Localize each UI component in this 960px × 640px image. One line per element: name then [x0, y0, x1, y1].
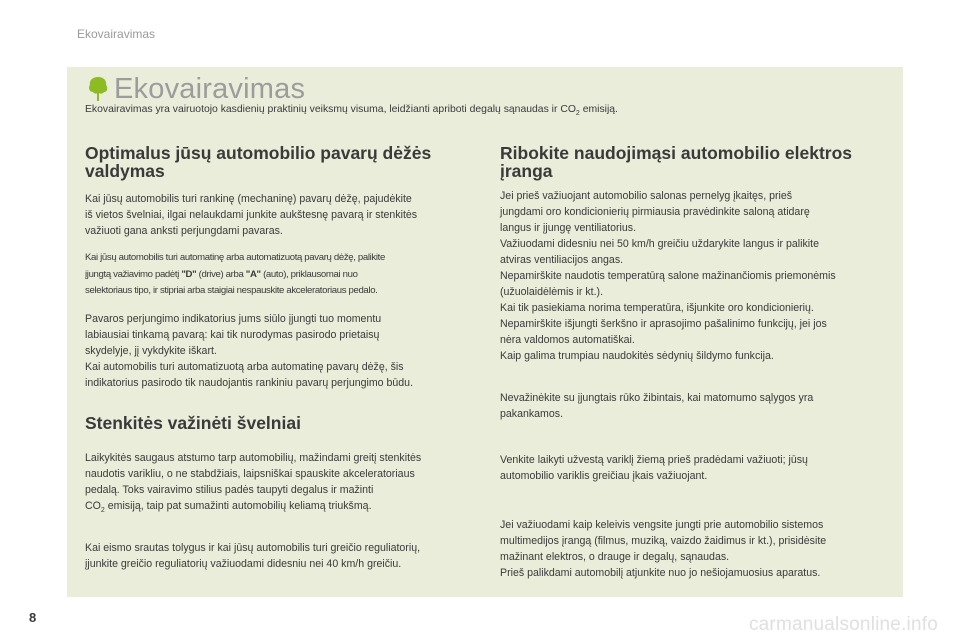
running-head: Ekovairavimas — [77, 27, 156, 41]
paragraph-cruise-control: Kai eismo srautas tolygus ir kai jūsų automobilis turi greičio reguliatorių, įjunkite greičio reguliatorių važiuodami didesniu nei 40 km/h greičiu. — [85, 542, 421, 570]
paragraph-multimedia: Jei važiuodami kaip keleivis vengsite jungti prie automobilio sistemos multimedijos įrangą (filmus, muziką, vaizdo žaidimus ir kt.), prisidėsite mažinant elektros, o drauge ir degalų, sąnaudas. Prieš palikdami automobilį atjunkite nuo jo nešiojamuosius aparatus. — [500, 519, 827, 579]
paragraph-fog-lamps: Nevažinėkite su įjungtais rūko žibintais, kai matomumo sąlygos yra pakankamos. — [500, 392, 814, 420]
paragraph-gear-indicator: Pavaros perjungimo indikatorius jums siūlo įjungti tuo momentu labiausiai tinkamą pavarą: kai tik nurodymas pasirodo prietaisų skydelyje, jį vykdykite iškart. Kai automobilis turi automatizuotą arba automatinę pavarų dėžę, šis indikatorius pasirodo tik naudojantis rankiniu pavarų perjungimo būdu. — [85, 313, 414, 389]
page-title: Ekovairavimas — [114, 73, 306, 105]
paragraph-air-conditioning: Jei prieš važiuojant automobilio salonas pernelyg įkaitęs, prieš jungdami oro kondicionierių pirmiausia pravėdinkite saloną atidarę langus ir įjungę ventiliatorius. Važiuodami didesniu nei 50 km/h greičiu uždarykite langus ir palikite atviras ventiliacijos angas. Nepamirškite naudotis temperatūrą salone mažinančiomis priemonėmis (užuolaidėlėmis ir kt.). Kai tik pasiekiama norima temperatūra, išjunkite oro kondicionierių. Nepamirškite išjungti šerkšno ir aprasojimo pašalinimo funkcijų, jei jos nėra valdomos automatiškai. Kaip galima trumpiau naudokitės sėdynių šildymo funkcija. — [500, 190, 836, 362]
intro-text: Ekovairavimas yra vairuotojo kasdienių praktinių veiksmų visuma, leidžianti apriboti degalų sąnaudas ir $CO_2$ emisiją. — [85, 104, 618, 118]
heading-gearbox: Optimalus jūsų automobilio pavarų dėžės valdymas — [85, 143, 432, 181]
heading-electrical-equipment: Ribokite naudojimąsi automobilio elektros įranga — [500, 143, 852, 181]
tree-icon — [87, 76, 109, 102]
paragraph-safe-distance: Laikykitės saugaus atstumo tarp automobilių, mažindami greitį stenkitės naudotis varikliu, o ne stabdžiais, laipsniškai spauskite akceleratoriaus pedalą. Toks vairavimo stilius padės taupyti degalus ir mažinti $CO_2$ emisiją, taip pat sumažinti automobilių keliamą triukšmą. — [85, 452, 422, 515]
paragraph-automatic-gearbox: Kai jūsų automobilis turi automatinę arba automatizuotą pavarų dėžę, palikite įjungtą važiavimo padėtį "D" (drive) arba "A" (auto), priklausomai nuo selektoriaus tipo, ir stipriai arba staigiai nespauskite akceleratoriaus pedalo. — [85, 252, 385, 296]
paragraph-engine-warmup: Venkite laikyti užvestą variklį žiemą prieš pradėdami važiuoti; jūsų automobilio variklis greičiau įkais važiuojant. — [500, 454, 808, 482]
paragraph-manual-gearbox: Kai jūsų automobilis turi rankinę (mechaninę) pavarų dėžę, pajudėkite iš vietos švelniai, ilgai nelaukdami junkite aukštesnę pavarą ir stenkitės važiuoti gana anksti perjungdami pavaras. — [85, 193, 418, 237]
section-title-row — [87, 74, 305, 104]
page-number: 8 — [29, 610, 37, 625]
heading-smooth-driving: Stenkitės važinėti švelniai — [85, 413, 301, 433]
watermark: carmanualsonline.info — [748, 614, 938, 635]
